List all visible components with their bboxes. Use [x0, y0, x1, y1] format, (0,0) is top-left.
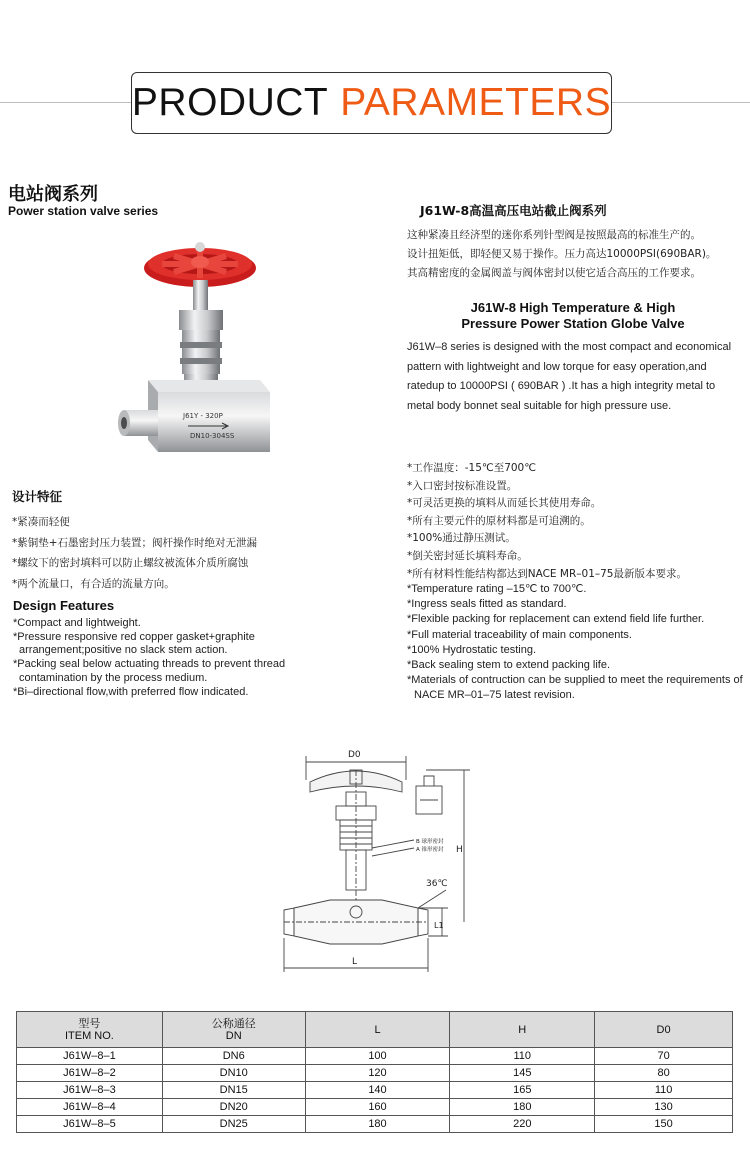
table-cell: 160 — [305, 1099, 450, 1116]
product-photo — [110, 232, 275, 462]
table-cell: DN10 — [162, 1065, 305, 1082]
intro-cn-line: 其高精密度的金属阀盖与阀体密封以使它适合高压的工作要求。 — [407, 267, 701, 279]
dim-d0-label: D0 — [348, 750, 361, 760]
dim-angle-label: 36℃ — [426, 879, 448, 889]
header-banner — [131, 72, 612, 134]
valve-body-icon — [118, 380, 270, 452]
specs-list-en — [407, 582, 743, 704]
table-cell: 120 — [305, 1065, 450, 1082]
dim-l-label: L — [352, 957, 358, 967]
list-item: *紧凑而轻便 — [12, 516, 70, 528]
dim-l1-label: L1 — [434, 921, 444, 930]
table-header-row — [17, 1012, 733, 1048]
dim-h-label: H — [456, 845, 463, 855]
note-a: A 锥形密封 — [416, 847, 444, 853]
list-item: *入口密封按标准设置。 — [407, 479, 518, 492]
table-header-cell — [595, 1012, 733, 1048]
header-cn: 公称通径 — [211, 1017, 256, 1030]
list-item: *所有材料性能结构都达到NACE MR–01–75最新版本要求。 — [407, 567, 687, 580]
list-item: *Bi–directional flow,with preferred flow indicated. — [13, 685, 249, 698]
list-item: *100%通过静压测试。 — [407, 532, 516, 545]
table-cell: 180 — [450, 1099, 595, 1116]
intro-cn-line: 这种紧凑且经济型的迷你系列针型阀是按照最高的标准生产的。 — [407, 229, 701, 241]
series-title-en: Power station valve series — [8, 204, 159, 218]
intro-title-en-line: J61W-8 High Temperature & High — [470, 300, 676, 315]
table-cell: J61W–8–3 — [17, 1082, 163, 1099]
list-item: *Temperature rating –15℃ to 700℃. — [407, 583, 587, 595]
header-en: D0 — [656, 1023, 671, 1036]
table-row — [17, 1099, 733, 1116]
table-cell: 80 — [595, 1065, 733, 1082]
list-item: *Ingress seals fitted as standard. — [407, 598, 567, 611]
intro-cn-line: 设计扭矩低，即轻便又易于操作。压力高达10000PSI(690BAR)。 — [407, 248, 717, 260]
design-features-list-cn — [12, 512, 257, 594]
intro-en-line: pattern with lightweight and low torque for easy operation,and — [407, 360, 707, 373]
list-item: *所有主要元件的原材料都是可追溯的。 — [407, 514, 591, 527]
intro-text-cn — [407, 226, 743, 283]
series-title-cn: 电站阀系列 — [8, 184, 98, 205]
table-row — [17, 1048, 733, 1065]
table-cell: 110 — [450, 1048, 595, 1065]
intro-en-line: metal body bonnet seal suitable for high pressure use. — [407, 399, 672, 412]
table-cell: DN6 — [162, 1048, 305, 1065]
list-item: *Flexible packing for replacement can extend field life further. — [407, 613, 705, 626]
table-cell: 165 — [450, 1082, 595, 1099]
design-features-list-en — [13, 617, 343, 699]
table-header-cell — [162, 1012, 305, 1048]
intro-title-cn: J61W-8高温高压电站截止阀系列 — [420, 203, 607, 218]
table-cell: J61W–8–4 — [17, 1099, 163, 1116]
intro-en-line: ratedup to 10000PSI ( 690BAR ) .It has a high integrity metal to — [407, 380, 716, 392]
list-item: *Back sealing stem to extend packing life. — [407, 659, 611, 672]
technical-drawing — [276, 740, 476, 976]
list-item: *工作温度：-15℃至700℃ — [407, 462, 537, 474]
table-row — [17, 1082, 733, 1099]
table-cell: 110 — [595, 1082, 733, 1099]
table-cell: 180 — [305, 1116, 450, 1133]
intro-title-en-line: Pressure Power Station Globe Valve — [461, 316, 685, 331]
table-cell: DN25 — [162, 1116, 305, 1133]
header-word-parameters: PARAMETERS — [340, 81, 612, 124]
header-rule-left — [0, 102, 132, 103]
bonnet-icon — [180, 330, 222, 382]
header-en: DN — [225, 1029, 242, 1042]
list-item: *倒关密封延长填料寿命。 — [407, 549, 528, 562]
intro-title-en — [406, 300, 740, 332]
table-cell: 150 — [595, 1116, 733, 1133]
list-item: *Compact and lightweight. — [13, 617, 141, 629]
header-en: ITEM NO. — [64, 1029, 114, 1042]
table-cell: 130 — [595, 1099, 733, 1116]
list-item: *可灵活更换的填料从而延长其使用寿命。 — [407, 497, 602, 510]
header-rule-right — [611, 102, 750, 103]
dimensions-table — [16, 1011, 733, 1133]
table-cell: J61W–8–2 — [17, 1065, 163, 1082]
body-marking-2: DN10-304SS — [190, 432, 235, 440]
design-features-title-cn: 设计特征 — [12, 489, 63, 504]
specs-list-cn — [407, 460, 687, 583]
table-cell: 220 — [450, 1116, 595, 1133]
table-cell: DN20 — [162, 1099, 305, 1116]
list-item: *Packing seal below actuating threads to prevent thread contamination by the process medium. — [13, 658, 286, 684]
body-marking-1: J61Y - 320P — [183, 412, 223, 420]
list-item: *Full material traceability of main components. — [407, 628, 632, 641]
table-cell: 140 — [305, 1082, 450, 1099]
table-row — [17, 1116, 733, 1133]
table-cell: 70 — [595, 1048, 733, 1065]
table-header-cell — [17, 1012, 163, 1048]
header-en: L — [374, 1023, 381, 1036]
header-en: H — [518, 1023, 527, 1036]
header-word-product: PRODUCT — [131, 81, 329, 124]
table-row — [17, 1065, 733, 1082]
table-cell: DN15 — [162, 1082, 305, 1099]
list-item: *紫铜垫+石墨密封压力装置；阀杆操作时绝对无泄漏 — [12, 536, 258, 549]
table-cell: J61W–8–1 — [17, 1048, 163, 1065]
note-b: B 球形密封 — [416, 839, 444, 845]
intro-en-line: J61W–8 series is designed with the most compact and economical — [407, 341, 732, 353]
table-header-cell — [450, 1012, 595, 1048]
list-item: *螺纹下的密封填料可以防止螺纹被流体介质所腐蚀 — [12, 557, 249, 569]
list-item: *100% Hydrostatic testing. — [407, 643, 537, 656]
list-item: *Materials of contruction can be supplied to meet the requirements of NACE MR–01–75 latest revision. — [407, 674, 743, 702]
header-cn: 型号 — [78, 1017, 101, 1030]
list-item: *Pressure responsive red copper gasket+graphite arrangement;positive no slack stem action. — [13, 630, 255, 657]
design-features-title-en: Design Features — [13, 598, 115, 613]
table-header-cell — [305, 1012, 450, 1048]
table-cell: J61W–8–5 — [17, 1116, 163, 1133]
list-item: *两个流量口，有合适的流量方向。 — [12, 577, 175, 590]
intro-text-en — [407, 338, 743, 416]
table-cell: 145 — [450, 1065, 595, 1082]
table-cell: 100 — [305, 1048, 450, 1065]
